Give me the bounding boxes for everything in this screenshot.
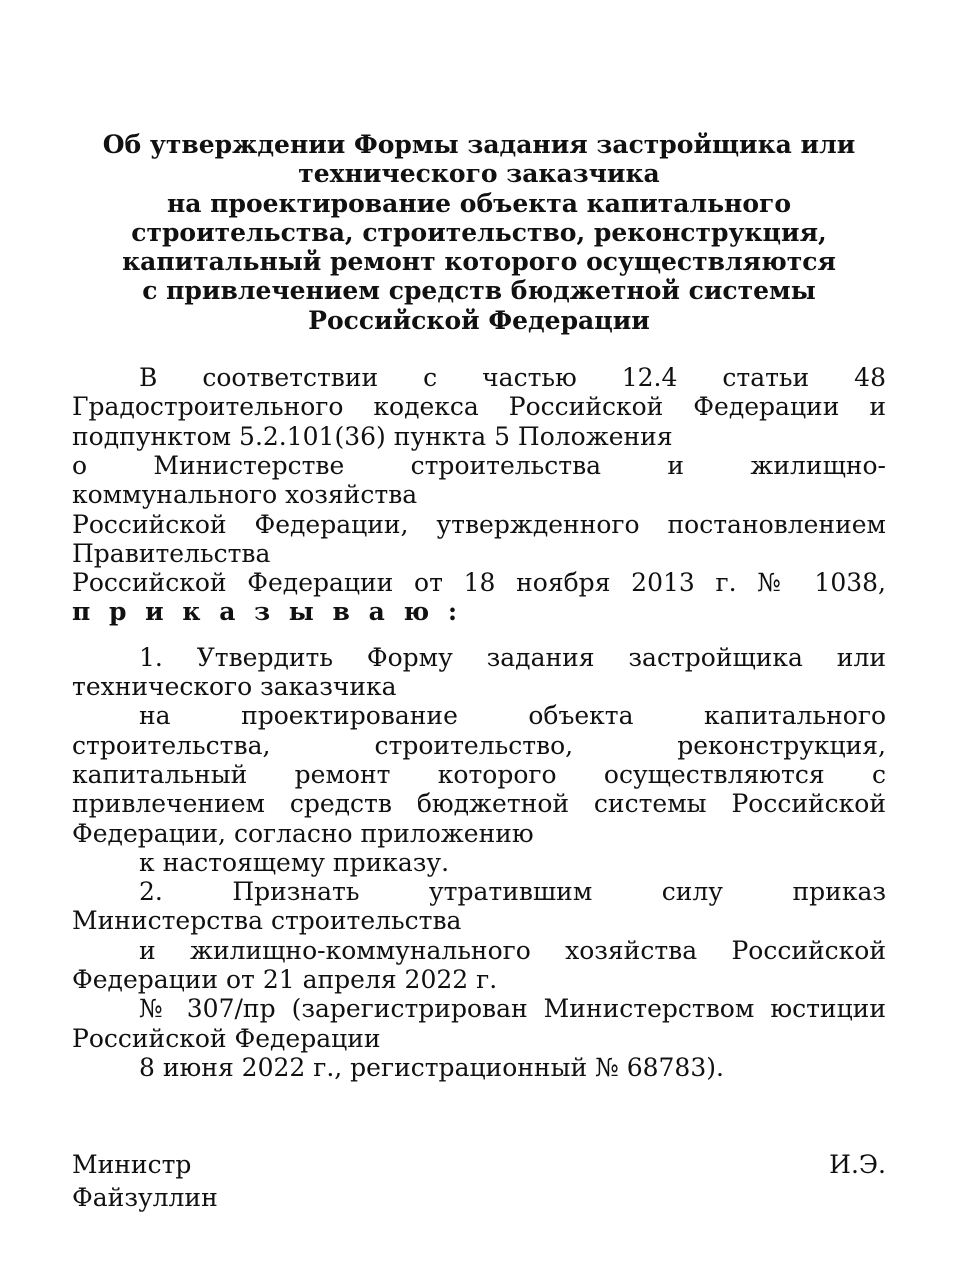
item-line: технического заказчика (72, 672, 397, 702)
document-page (72, 130, 886, 1082)
item-1-paragraph (72, 643, 886, 877)
item-line: строительства, строительство, реконструкция, (72, 730, 886, 760)
preamble-line: Российской Федерации от 18 ноября 2013 г. № 1038, (72, 568, 886, 598)
item-line: к настоящему приказу. (139, 847, 450, 877)
title-line: Российской Федерации (308, 305, 650, 335)
title-line: Об утверждении Формы задания застройщика или (102, 130, 856, 159)
title-line: на проектирование объекта капитального (166, 188, 792, 218)
item-line: и жилищно-коммунального хозяйства Российской (139, 935, 886, 965)
item-line: Федерации от 21 апреля 2022 г. (72, 965, 498, 995)
preamble-line: о Министерстве строительства и жилищно- (72, 450, 886, 480)
item-line: Министерства строительства (72, 906, 462, 936)
item-line: Российской Федерации (72, 1023, 381, 1053)
signature-row (72, 1148, 886, 1181)
item-line: капитальный ремонт которого осуществляются с (72, 759, 886, 789)
item-line: 8 июня 2022 г., регистрационный № 68783). (139, 1052, 724, 1082)
preamble-line: Градостроительного кодекса Российской Федерации и (72, 392, 886, 422)
document-body (72, 363, 886, 1082)
signature-block (72, 1148, 886, 1214)
preamble-line: В соответствии с частью 12.4 статьи 48 (139, 363, 886, 393)
preamble-line: подпунктом 5.2.101(36) пункта 5 Положения (72, 421, 673, 451)
document-title (72, 130, 886, 335)
title-line: капитальный ремонт которого осуществляются (122, 247, 836, 277)
item-2-paragraph (72, 877, 886, 1082)
signatory-position: Министр (72, 1150, 192, 1179)
preamble-line: Российской Федерации, утвержденного постановлением (72, 509, 886, 539)
preamble-line: коммунального хозяйства (72, 480, 418, 510)
item-line: привлечением средств бюджетной системы Российской (72, 789, 886, 819)
paragraph-gap (72, 627, 886, 643)
title-line: с привлечением средств бюджетной системы (142, 276, 816, 306)
item-line: № 307/пр (зарегистрирован Министерством юстиции (139, 994, 886, 1024)
item-line: Федерации, согласно приложению (72, 818, 534, 848)
item-line: 1. Утвердить Форму задания застройщика или (139, 642, 886, 672)
signatory-surname: Файзуллин (72, 1183, 218, 1212)
title-line: технического заказчика (298, 159, 660, 189)
item-line: 2. Признать утратившим силу приказ (139, 877, 886, 907)
signatory-initials: И.Э. (829, 1150, 886, 1179)
order-word: п р и к а з ы в а ю : (72, 597, 463, 627)
title-line: строительства, строительство, реконструкция, (131, 217, 827, 247)
preamble-line: Правительства (72, 538, 271, 568)
preamble-paragraph (72, 363, 886, 627)
item-line: на проектирование объекта капитального (139, 701, 886, 731)
